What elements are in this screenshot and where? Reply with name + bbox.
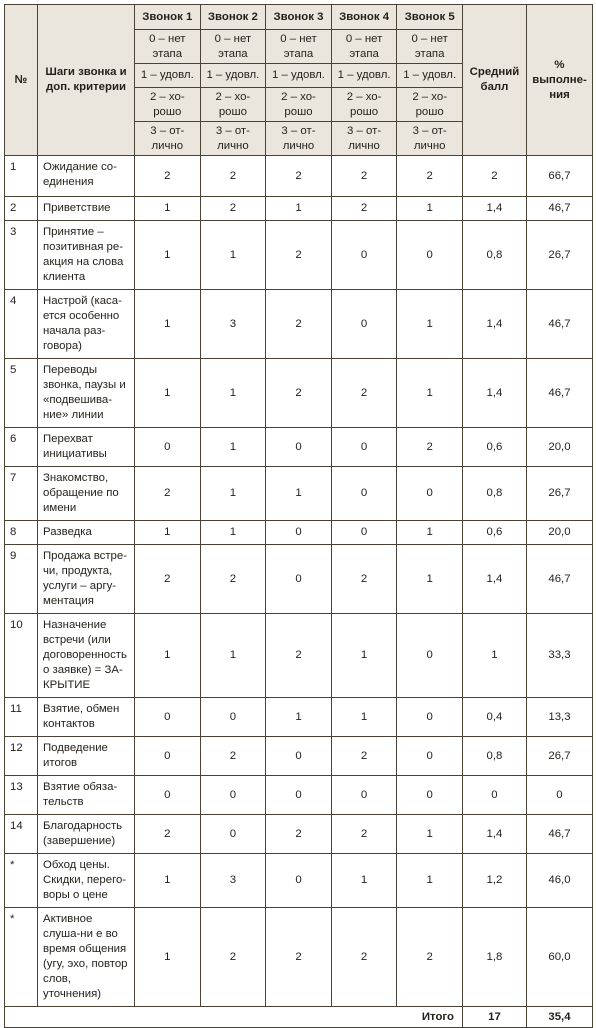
call-score: 2 [266, 290, 332, 359]
row-number: 8 [5, 521, 38, 545]
step-name: Активное слуша-ни е во время общения (угу, эхо, повтор слов, уточнения) [38, 908, 135, 1007]
call-score: 1 [135, 290, 201, 359]
average-score: 1,8 [462, 908, 526, 1007]
table-row [5, 854, 593, 908]
call-score: 0 [200, 698, 266, 737]
table-row [5, 776, 593, 815]
call-score: 0 [266, 521, 332, 545]
call-score: 2 [135, 467, 201, 521]
call-score: 1 [266, 467, 332, 521]
scale-label: 3 – от-лично [397, 122, 463, 156]
call-score: 1 [397, 815, 463, 854]
average-score: 1,2 [462, 854, 526, 908]
average-score: 1,4 [462, 815, 526, 854]
average-score: 1,4 [462, 197, 526, 221]
call-score: 2 [200, 197, 266, 221]
call-score: 1 [397, 359, 463, 428]
header-call-3: Звонок 3 [266, 5, 332, 30]
call-score: 3 [200, 290, 266, 359]
call-score: 0 [331, 467, 397, 521]
scale-label: 0 – нет этапа [135, 30, 201, 64]
step-name: Принятие – позитивная ре-акция на слова клиента [38, 221, 135, 290]
scale-label: 0 – нет этапа [397, 30, 463, 64]
call-score: 1 [331, 614, 397, 698]
header-step: Шаги звонка и доп. критерии [38, 5, 135, 156]
call-score: 2 [331, 197, 397, 221]
call-score: 2 [397, 428, 463, 467]
call-score: 2 [200, 156, 266, 197]
table-row [5, 359, 593, 428]
header-call-5: Звонок 5 [397, 5, 463, 30]
call-score: 2 [266, 908, 332, 1007]
row-number: 10 [5, 614, 38, 698]
call-score: 0 [331, 290, 397, 359]
total-avg: 17 [462, 1007, 526, 1028]
call-score: 1 [200, 521, 266, 545]
row-number: 3 [5, 221, 38, 290]
average-score: 0,8 [462, 221, 526, 290]
call-score: 1 [135, 854, 201, 908]
call-score: 0 [331, 428, 397, 467]
call-score: 1 [397, 545, 463, 614]
table-row [5, 290, 593, 359]
call-score: 1 [200, 428, 266, 467]
completion-percent: 20,0 [526, 521, 592, 545]
average-score: 1,4 [462, 545, 526, 614]
call-score: 1 [397, 854, 463, 908]
scale-label: 2 – хо-рошо [200, 88, 266, 122]
completion-percent: 26,7 [526, 221, 592, 290]
call-score: 0 [200, 776, 266, 815]
step-name: Переводы звонка, паузы и «подвешива-ние» линии [38, 359, 135, 428]
row-number: 12 [5, 737, 38, 776]
call-score: 1 [331, 698, 397, 737]
completion-percent: 0 [526, 776, 592, 815]
step-name: Подведение итогов [38, 737, 135, 776]
row-number: 4 [5, 290, 38, 359]
average-score: 1,4 [462, 359, 526, 428]
row-number: 2 [5, 197, 38, 221]
table-row [5, 698, 593, 737]
average-score: 0 [462, 776, 526, 815]
row-number: 1 [5, 156, 38, 197]
call-score: 1 [397, 290, 463, 359]
scale-label: 2 – хо-рошо [266, 88, 332, 122]
scale-label: 0 – нет этапа [331, 30, 397, 64]
call-score: 1 [135, 614, 201, 698]
table-row [5, 428, 593, 467]
completion-percent: 46,7 [526, 197, 592, 221]
table-body [5, 156, 593, 1007]
call-score: 2 [135, 545, 201, 614]
call-score: 1 [200, 221, 266, 290]
call-score: 1 [266, 698, 332, 737]
average-score: 0,6 [462, 521, 526, 545]
table-row [5, 521, 593, 545]
scale-label: 1 – удовл. [200, 64, 266, 88]
call-score: 1 [266, 197, 332, 221]
call-score: 1 [135, 197, 201, 221]
call-score: 2 [135, 156, 201, 197]
scale-label: 1 – удовл. [266, 64, 332, 88]
scale-label: 1 – удовл. [135, 64, 201, 88]
scale-label: 1 – удовл. [397, 64, 463, 88]
completion-percent: 20,0 [526, 428, 592, 467]
call-score: 0 [397, 737, 463, 776]
scale-label: 2 – хо-рошо [331, 88, 397, 122]
table-row [5, 545, 593, 614]
call-score: 2 [266, 221, 332, 290]
table-row [5, 737, 593, 776]
call-score: 2 [331, 815, 397, 854]
table-row [5, 221, 593, 290]
table-header [5, 5, 593, 156]
row-number: 5 [5, 359, 38, 428]
call-score: 2 [331, 359, 397, 428]
call-score: 0 [397, 467, 463, 521]
call-score: 1 [135, 221, 201, 290]
scale-label: 3 – от-лично [266, 122, 332, 156]
call-score: 0 [331, 221, 397, 290]
scale-label: 1 – удовл. [331, 64, 397, 88]
step-name: Настрой (каса-ется особенно начала раз-говора) [38, 290, 135, 359]
call-score: 0 [135, 698, 201, 737]
call-score: 2 [266, 156, 332, 197]
call-score: 2 [200, 545, 266, 614]
completion-percent: 26,7 [526, 737, 592, 776]
call-score: 2 [200, 737, 266, 776]
step-name: Ожидание со-единения [38, 156, 135, 197]
call-score: 0 [331, 776, 397, 815]
call-score: 1 [135, 908, 201, 1007]
table-row [5, 908, 593, 1007]
call-score: 0 [397, 221, 463, 290]
call-score: 2 [266, 815, 332, 854]
step-name: Взятие, обмен контактов [38, 698, 135, 737]
completion-percent: 26,7 [526, 467, 592, 521]
call-score: 2 [397, 908, 463, 1007]
total-pct: 35,4 [526, 1007, 592, 1028]
call-score: 2 [266, 614, 332, 698]
completion-percent: 60,0 [526, 908, 592, 1007]
step-name: Знакомство, обращение по имени [38, 467, 135, 521]
call-score: 0 [135, 737, 201, 776]
call-score: 2 [397, 156, 463, 197]
call-score: 0 [331, 521, 397, 545]
row-number: 14 [5, 815, 38, 854]
scale-label: 3 – от-лично [200, 122, 266, 156]
call-score: 0 [266, 428, 332, 467]
average-score: 1 [462, 614, 526, 698]
scale-label: 0 – нет этапа [200, 30, 266, 64]
row-number: 13 [5, 776, 38, 815]
header-num: № [5, 5, 38, 156]
average-score: 0,8 [462, 467, 526, 521]
call-score: 2 [331, 545, 397, 614]
average-score: 0,4 [462, 698, 526, 737]
step-name: Взятие обяза-тельств [38, 776, 135, 815]
total-row [5, 1007, 593, 1028]
call-score: 0 [266, 776, 332, 815]
average-score: 0,6 [462, 428, 526, 467]
table-row [5, 197, 593, 221]
header-call-4: Звонок 4 [331, 5, 397, 30]
call-score: 1 [397, 197, 463, 221]
step-name: Благодарность (завершение) [38, 815, 135, 854]
call-score: 1 [200, 614, 266, 698]
call-score: 0 [266, 737, 332, 776]
step-name: Назначение встречи (или договоренность о заявке) = ЗА-КРЫТИЕ [38, 614, 135, 698]
call-score: 0 [397, 776, 463, 815]
call-score: 0 [266, 545, 332, 614]
call-score: 0 [397, 698, 463, 737]
scale-label: 3 – от-лично [331, 122, 397, 156]
call-score: 1 [397, 521, 463, 545]
average-score: 1,4 [462, 290, 526, 359]
completion-percent: 46,0 [526, 854, 592, 908]
call-score: 2 [200, 908, 266, 1007]
step-name: Приветствие [38, 197, 135, 221]
call-score: 1 [135, 521, 201, 545]
row-number: 6 [5, 428, 38, 467]
table-row [5, 467, 593, 521]
row-number: * [5, 908, 38, 1007]
step-name: Обход цены. Скидки, перего-воры о цене [38, 854, 135, 908]
scale-label: 0 – нет этапа [266, 30, 332, 64]
table-row [5, 614, 593, 698]
row-number: 9 [5, 545, 38, 614]
completion-percent: 46,7 [526, 815, 592, 854]
scale-label: 3 – от-лично [135, 122, 201, 156]
scale-label: 2 – хо-рошо [397, 88, 463, 122]
call-score: 1 [331, 854, 397, 908]
call-evaluation-table [4, 4, 593, 1028]
table-row [5, 156, 593, 197]
table-row [5, 815, 593, 854]
row-number: 7 [5, 467, 38, 521]
call-score: 2 [266, 359, 332, 428]
call-score: 1 [200, 359, 266, 428]
call-score: 2 [331, 737, 397, 776]
call-score: 1 [135, 359, 201, 428]
call-score: 0 [135, 776, 201, 815]
call-score: 0 [266, 854, 332, 908]
call-score: 2 [331, 908, 397, 1007]
completion-percent: 46,7 [526, 290, 592, 359]
step-name: Разведка [38, 521, 135, 545]
header-avg: Средний балл [462, 5, 526, 156]
call-score: 0 [397, 614, 463, 698]
header-call-1: Звонок 1 [135, 5, 201, 30]
row-number: * [5, 854, 38, 908]
completion-percent: 46,7 [526, 359, 592, 428]
call-score: 0 [135, 428, 201, 467]
step-name: Продажа встре-чи, продукта, услуги – аргу-ментация [38, 545, 135, 614]
completion-percent: 46,7 [526, 545, 592, 614]
call-score: 1 [200, 467, 266, 521]
row-number: 11 [5, 698, 38, 737]
step-name: Перехват инициативы [38, 428, 135, 467]
completion-percent: 33,3 [526, 614, 592, 698]
average-score: 0,8 [462, 737, 526, 776]
call-score: 2 [135, 815, 201, 854]
header-call-2: Звонок 2 [200, 5, 266, 30]
total-label: Итого [5, 1007, 463, 1028]
completion-percent: 66,7 [526, 156, 592, 197]
call-score: 2 [331, 156, 397, 197]
header-pct: % выполне-ния [526, 5, 592, 156]
completion-percent: 13,3 [526, 698, 592, 737]
average-score: 2 [462, 156, 526, 197]
call-score: 3 [200, 854, 266, 908]
scale-label: 2 – хо-рошо [135, 88, 201, 122]
call-score: 0 [200, 815, 266, 854]
